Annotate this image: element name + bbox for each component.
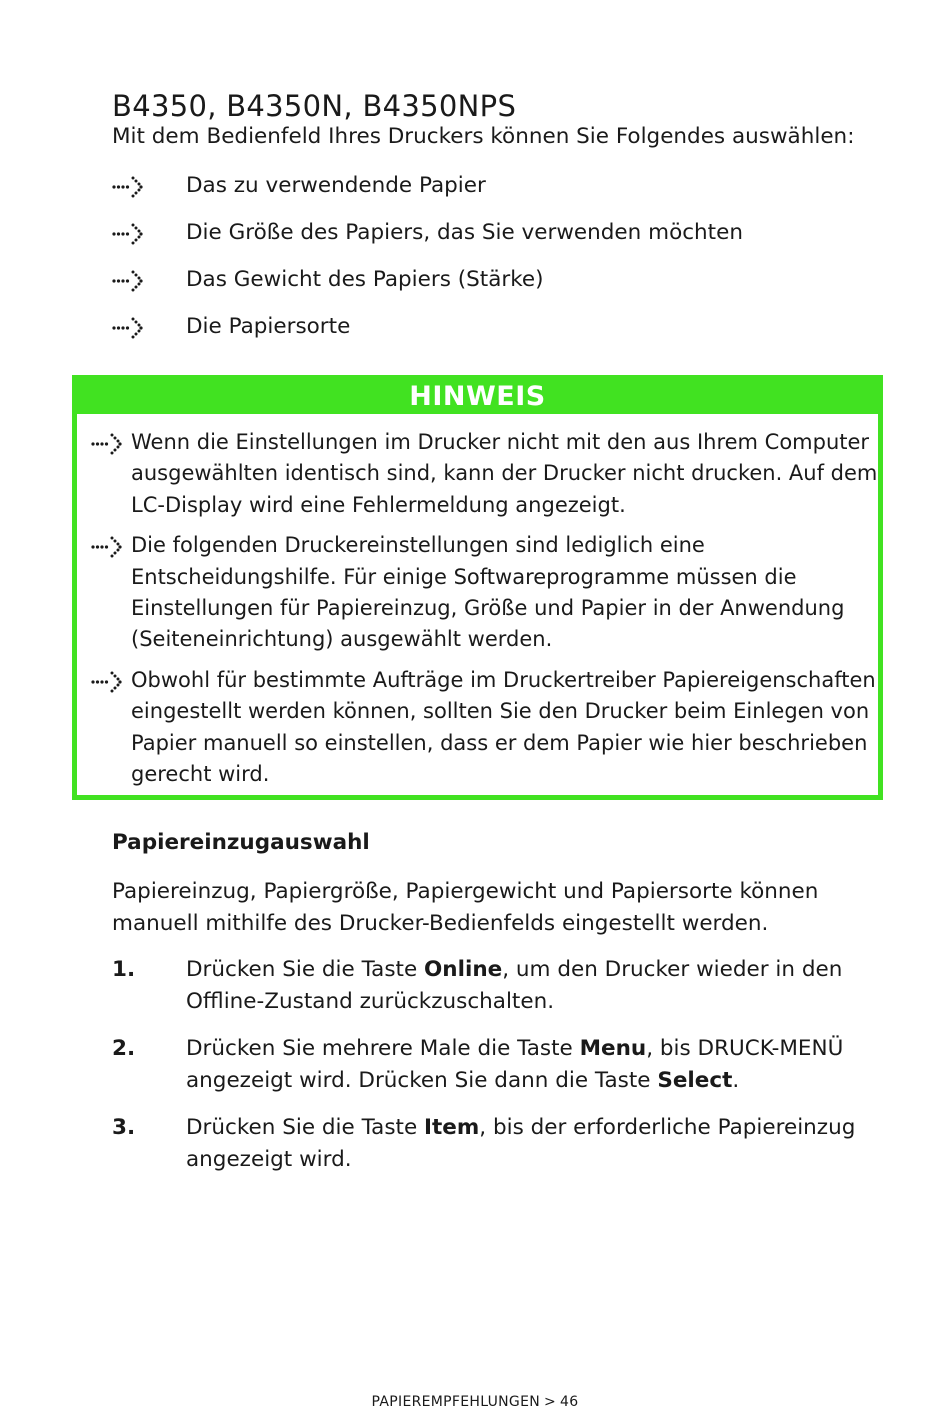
note-title: HINWEIS [77, 380, 878, 414]
step-number: 3. [112, 1115, 136, 1140]
note-item [91, 665, 883, 791]
step-number: 2. [112, 1036, 136, 1061]
list-item-text: Die Papiersorte [186, 314, 351, 339]
dotted-arrow-icon [91, 433, 123, 455]
step-text: Drücken Sie die Taste Online, um den Drucker wieder in den Offline-Zustand zurückzuschalten. [186, 957, 843, 1014]
dotted-arrow-icon [91, 671, 123, 693]
step-item [112, 1112, 882, 1175]
step-item [112, 1033, 882, 1096]
step-text: Drücken Sie mehrere Male die Taste Menu, bis DRUCK-MENÜ angezeigt wird. Drücken Sie dann die Taste Select. [186, 1036, 844, 1093]
step-number: 1. [112, 957, 136, 982]
note-item [91, 530, 883, 656]
note-item-text: Die folgenden Druckereinstellungen sind lediglich eine Entscheidungshilfe. Für einige Softwareprogramme müssen die Einstellungen für Papiereinzug, Größe und Papier in der Anwendung (Seiteneinrichtung) ausgewählt werden. [131, 533, 845, 652]
key-label: Select [657, 1067, 733, 1093]
dotted-arrow-icon [112, 176, 144, 198]
note-item-text: Obwohl für bestimmte Aufträge im Druckertreiber Papiereigenschaften eingestellt werden können, sollten Sie den Drucker beim Einlegen von Papier manuell so einstellen, dass er dem Papier wie hier beschrieben gerecht wird. [131, 667, 876, 787]
dotted-arrow-icon [112, 223, 144, 245]
page-footer [0, 1394, 950, 1410]
list-item-text: Das zu verwendende Papier [186, 173, 486, 198]
footer-separator: > [544, 1394, 557, 1410]
key-label: Item [424, 1115, 480, 1140]
dotted-arrow-icon [112, 317, 144, 339]
list-item-text: Die Größe des Papiers, das Sie verwenden möchten [186, 220, 743, 245]
dotted-arrow-icon [91, 536, 123, 558]
note-box [72, 375, 883, 800]
section-heading: Papiereinzugauswahl [112, 830, 370, 855]
key-label: Online [424, 957, 503, 982]
step-item [112, 954, 882, 1017]
note-list [91, 427, 883, 799]
key-label: Menu [579, 1036, 647, 1061]
note-item-text: Wenn die Einstellungen im Drucker nicht mit den aus Ihrem Computer ausgewählten identisch sind, kann der Drucker nicht drucken. Auf dem LC-Display wird eine Fehlermeldung angezeigt. [131, 430, 878, 517]
step-list [112, 954, 882, 1191]
dotted-arrow-icon [112, 270, 144, 292]
note-item [91, 427, 883, 521]
page-title: B4350, B4350N, B4350NPS [112, 89, 517, 124]
list-item-text: Das Gewicht des Papiers (Stärke) [186, 267, 544, 292]
page-number: 46 [560, 1394, 579, 1410]
step-text: Drücken Sie die Taste Item, bis der erforderliche Papiereinzug angezeigt wird. [186, 1115, 856, 1172]
section-body: Papiereinzug, Papiergröße, Papiergewicht und Papiersorte können manuell mithilfe des Drucker-Bedienfelds eingestellt werden. [112, 879, 819, 936]
footer-section: PAPIEREMPFEHLUNGEN [371, 1394, 540, 1410]
intro-text: Mit dem Bedienfeld Ihres Druckers können Sie Folgendes auswählen: [112, 124, 855, 149]
